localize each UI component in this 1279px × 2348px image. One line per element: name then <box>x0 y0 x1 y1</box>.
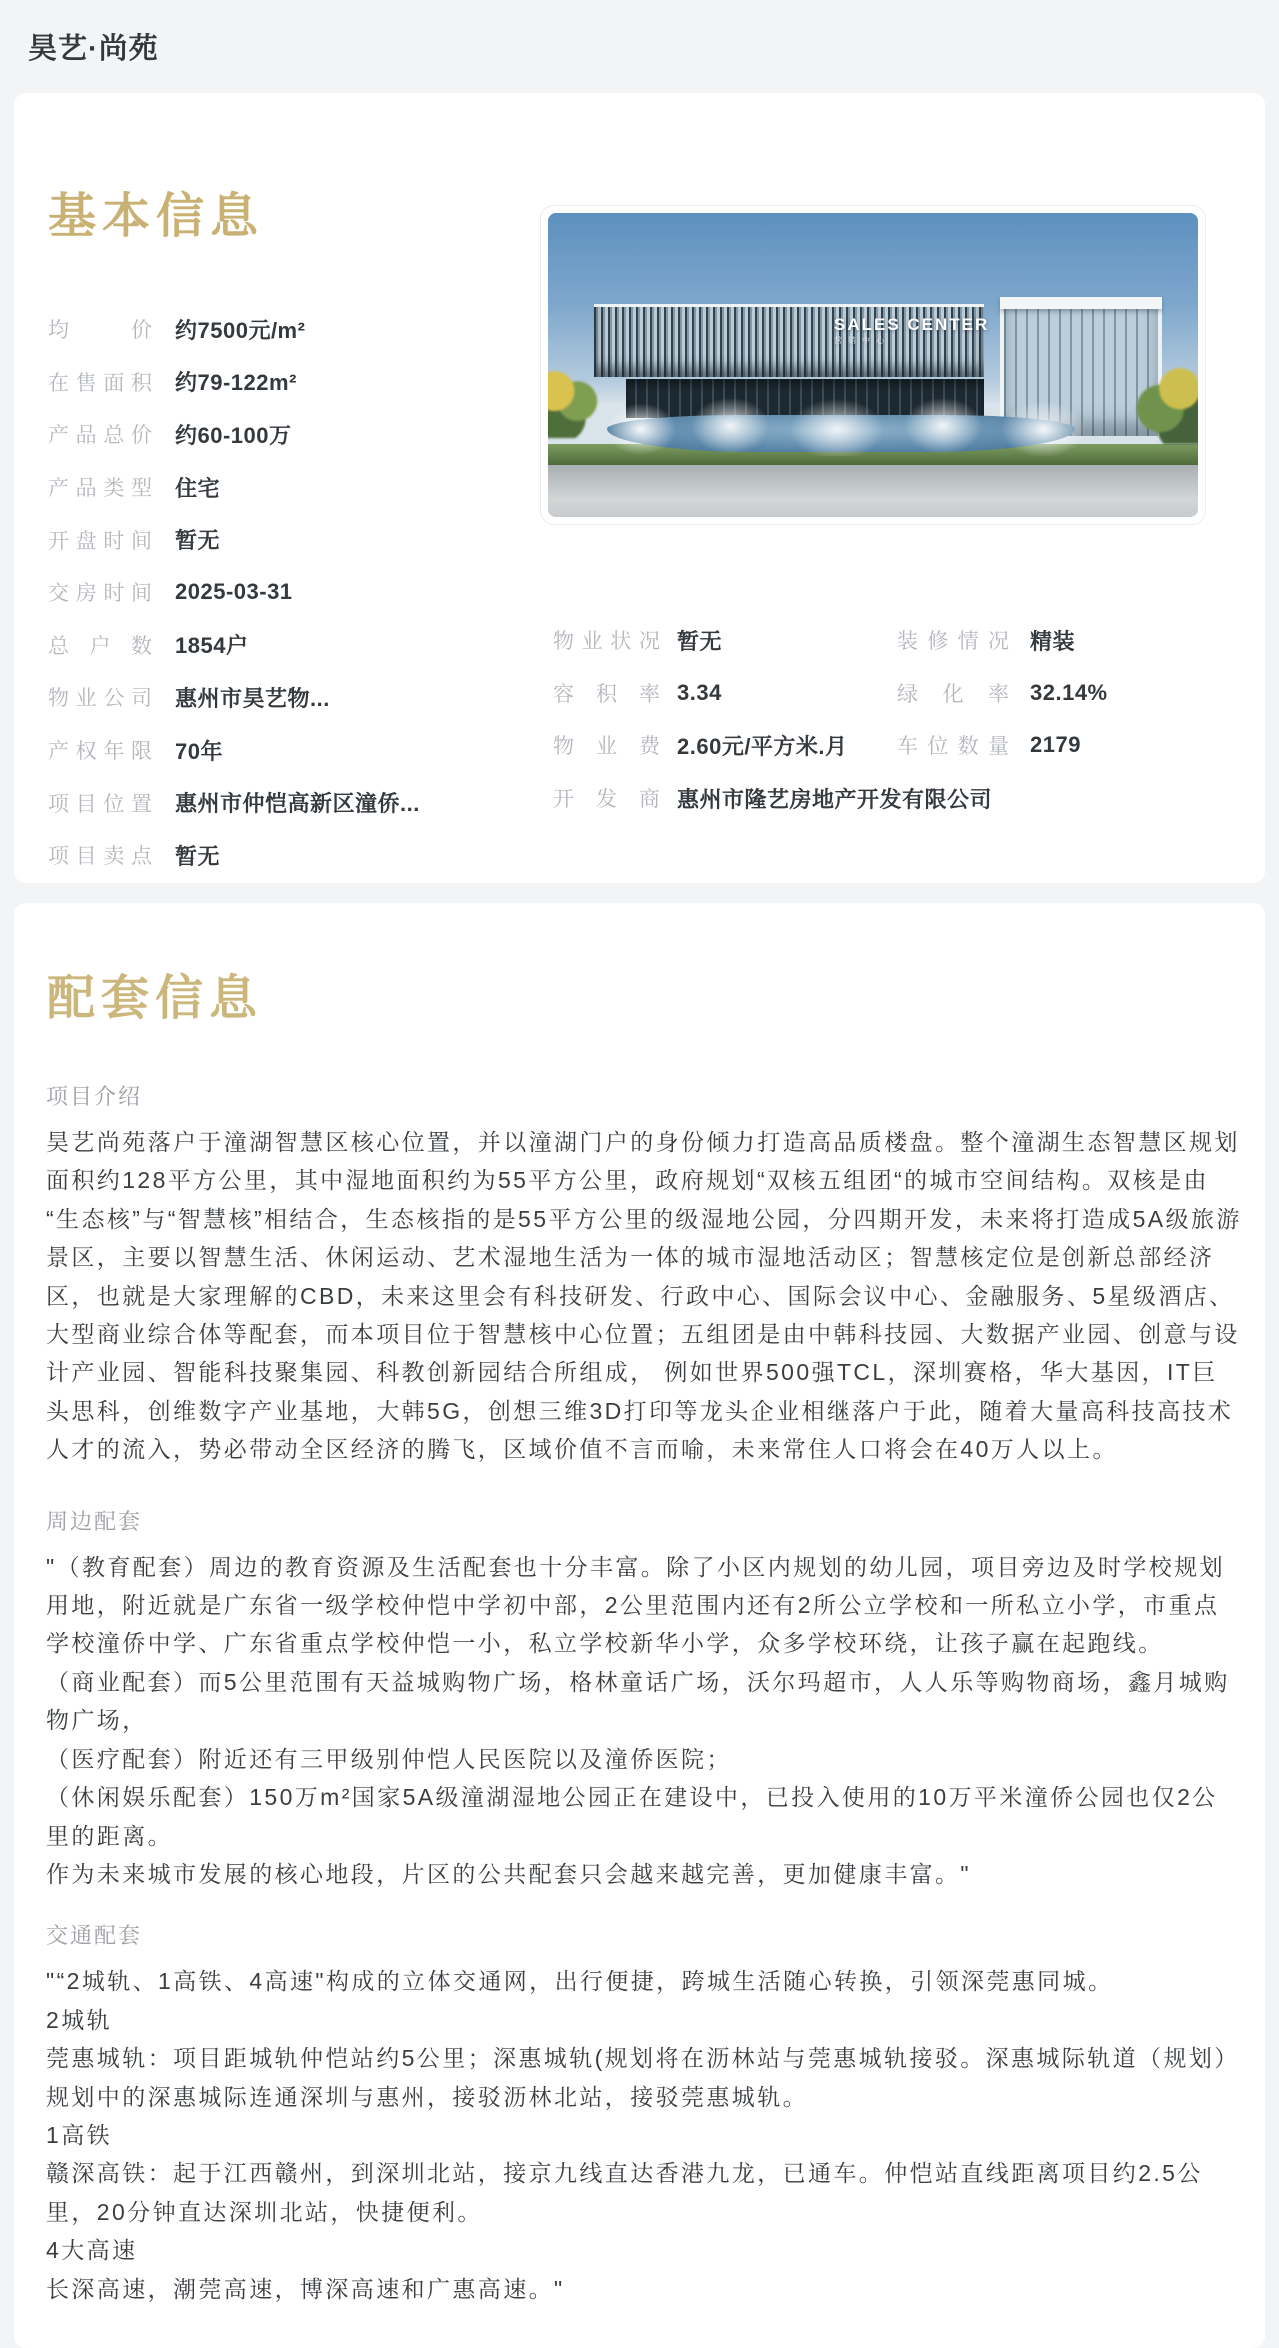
block-paragraph: （商业配套）而5公里范围有天益城购物广场，格林童话广场，沃尔玛超市，人人乐等购物商场，鑫月城购物广场， <box>46 1668 1230 1734</box>
info-label: 装修情况 <box>897 630 1009 654</box>
info-row-delivery-date <box>48 566 538 619</box>
info-row-developer <box>553 772 1253 825</box>
info-label: 项目位置 <box>48 792 152 816</box>
info-value: 惠州市隆艺房地产开发有限公司 <box>677 786 993 812</box>
block-project-intro-text <box>46 1123 1242 1469</box>
info-value: 70年 <box>175 738 223 764</box>
info-label: 车位数量 <box>897 735 1009 759</box>
block-paragraph: 1高铁 <box>46 2121 112 2148</box>
basic-info-right-panel <box>553 614 1253 824</box>
info-value: 32.14% <box>1030 679 1108 705</box>
block-paragraph: 4大高速 <box>46 2237 138 2264</box>
block-paragraph: 作为未来城市发展的核心地段，片区的公共配套只会越来越完善，更加健康丰富。" <box>46 1860 971 1887</box>
block-paragraph: 莞惠城轨：项目距城轨仲恺站约5公里；深惠城轨(规划将在沥林站与莞惠城轨接驳。深惠城际轨道（规划）规划中的深惠城际连通深圳与惠州，接驳沥林北站，接驳莞惠城轨。 <box>46 2045 1240 2110</box>
basic-info-left-rows <box>48 303 538 882</box>
info-value: 约7500元/m² <box>175 317 306 343</box>
block-subtitle-project-intro: 项目介绍 <box>46 1084 143 1109</box>
info-value: 1854户 <box>175 633 249 659</box>
info-value: 约79-122m² <box>175 370 297 396</box>
info-label: 在售面积 <box>48 371 152 395</box>
info-label: 均价 <box>48 319 152 343</box>
property-photo-frame <box>540 205 1206 525</box>
page-title: 昊艺·尚苑 <box>28 33 159 65</box>
info-value-truncated: 惠州市昊艺物... <box>175 685 330 711</box>
block-subtitle-surroundings: 周边配套 <box>46 1508 143 1534</box>
info-value-truncated: 惠州市仲恺高新区潼侨... <box>175 791 420 817</box>
info-row-selling-points <box>48 829 538 882</box>
info-value: 精装 <box>1030 628 1076 654</box>
info-value: 2.60元/平方米.月 <box>677 733 848 759</box>
info-row-average-price <box>48 303 538 356</box>
photo-fountain-mist <box>574 389 1133 456</box>
block-paragraph: 赣深高铁：起于江西赣州，到深圳北站，接京九线直达香港九龙，已通车。仲恺站直线距离项目约2.5公里，20分钟直达深圳北站，快捷便利。 <box>46 2160 1203 2225</box>
info-label: 物业公司 <box>48 687 152 711</box>
info-row-project-location <box>48 776 538 829</box>
block-paragraph: "“2城轨、1高铁、4高速"构成的立体交通网，出行便捷，跨城生活随心转换，引领深莞惠同城。 <box>46 1968 1114 1995</box>
block-transport-text <box>46 1962 1242 2308</box>
basic-info-card <box>14 93 1265 883</box>
amenities-section-title: 配套信息 <box>47 972 264 1025</box>
info-row-fee-parking <box>553 719 1253 772</box>
info-label: 物业状况 <box>553 630 660 654</box>
page-header <box>0 0 1279 67</box>
block-paragraph: （医疗配套）附近还有三甲级别仲恺人民医院以及潼侨医院； <box>46 1745 732 1772</box>
info-row-total-households <box>48 619 538 672</box>
amenities-card <box>14 903 1265 2348</box>
info-row-opening-date <box>48 513 538 566</box>
info-value: 暂无 <box>175 843 221 869</box>
info-row-tenure-years <box>48 724 538 777</box>
block-subtitle-transport: 交通配套 <box>46 1923 143 1949</box>
block-paragraph: （休闲娱乐配套）150万m²国家5A级潼湖湿地公园正在建设中，已投入使用的10万平米潼侨公园也仅2公里的距离。 <box>46 1784 1218 1849</box>
sales-center-sign-subtext: 营销中心 <box>834 335 890 345</box>
info-label: 开发商 <box>553 788 660 812</box>
photo-tree-left <box>548 371 600 438</box>
block-paragraph: 昊艺尚苑落户于潼湖智慧区核心位置，并以潼湖门户的身份倾力打造高品质楼盘。整个潼湖生态智慧区规划面积约128平方公里，其中湿地面积约为55平方公里，政府规划“双核五组团“的城市空间结构。双核是由“生态核”与“智慧核”相结合，生态核指的是55平方公里的级湿地公园，分四期开发，未来将打造成5A级旅游景区，主要以智慧生活、休闲运动、艺术湿地生活为一体的城市湿地活动区；智慧核定位是创新总部经济区，也就是大家理解的CBD，未来这里会有科技研发、行政中心、国际会议中心、金融服务、5星级酒店、大型商业综合体等配套，而本项目位于智慧核中心位置；五组团是由中韩科技园、大数据产业园、创意与设计产业园、智能科技聚集园、科教创新园结合所组成， 例如世界500强TCL，深圳赛格，华大基因，IT巨头思科，创维数字产业基地，大韩5G，创想三维3D打印等龙头企业相继落户于此，随着大量高科技高技术人才的流入，势必带动全区经济的腾飞，区域价值不言而喻，未来常住人口将会在40万人以上。 <box>46 1129 1242 1463</box>
info-label: 总户数 <box>48 634 152 658</box>
info-label: 产权年限 <box>48 740 152 764</box>
info-value: 住宅 <box>175 475 221 501</box>
info-value: 2179 <box>1030 732 1081 758</box>
info-label: 项目卖点 <box>48 845 152 869</box>
block-surroundings-text <box>46 1548 1242 1894</box>
info-label: 开盘时间 <box>48 529 152 553</box>
info-value: 暂无 <box>677 628 723 654</box>
info-value: 2025-03-31 <box>175 579 293 605</box>
info-label: 容积率 <box>553 682 660 706</box>
info-row-property-company <box>48 671 538 724</box>
info-label: 交房时间 <box>48 582 152 606</box>
info-value: 约60-100万 <box>175 422 292 448</box>
sales-center-sign-text: SALES CENTER <box>834 314 990 334</box>
info-label: 产品类型 <box>48 477 152 501</box>
block-paragraph: 长深高速，潮莞高速，博深高速和广惠高速。" <box>46 2275 565 2302</box>
info-label: 物业费 <box>553 735 660 759</box>
info-value: 3.34 <box>677 679 722 705</box>
property-photo[interactable] <box>548 213 1198 517</box>
block-paragraph: 2城轨 <box>46 2006 112 2033</box>
info-row-total-price <box>48 408 538 461</box>
info-row-product-type <box>48 461 538 514</box>
info-row-status-decoration <box>553 614 1253 667</box>
info-row-plot-green-ratio <box>553 667 1253 720</box>
sales-center-sign <box>834 315 989 346</box>
block-paragraph: "（教育配套）周边的教育资源及生活配套也十分丰富。除了小区内规划的幼儿园，项目旁边及时学校规划用地，附近就是广东省一级学校仲恺中学初中部，2公里范围内还有2所公立学校和一所私立小学，市重点学校潼侨中学、广东省重点学校仲恺一小，私立学校新华小学，众多学校环绕，让孩子赢在起跑线。 <box>46 1553 1225 1657</box>
info-label: 绿化率 <box>897 682 1009 706</box>
basic-info-section-title: 基本信息 <box>48 190 265 243</box>
info-value: 暂无 <box>175 528 221 554</box>
photo-tree-right <box>1133 365 1198 444</box>
info-label: 产品总价 <box>48 424 152 448</box>
info-row-area-on-sale <box>48 356 538 409</box>
photo-pavement <box>548 459 1198 517</box>
